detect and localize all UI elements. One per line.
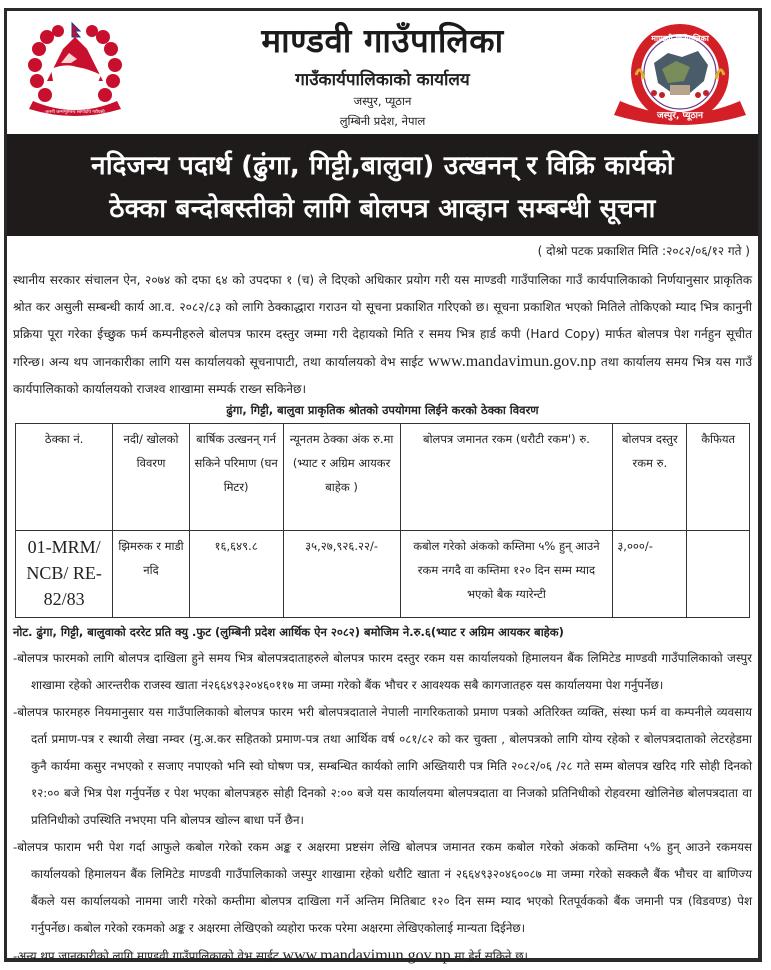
note-website-text-end: मा हेर्न सकिने छ। — [454, 949, 528, 963]
cell-annual-quantity: १६,६४९.८ — [189, 531, 283, 618]
table-caption: ढुंगा, गिट्टी, बालुवा प्राकृतिक श्रोतको उपयोगमा लिईने करको ठेक्का विवरण — [226, 403, 539, 417]
table-header-row — [16, 424, 750, 531]
note-website-link[interactable]: www.mandavimun.gov.np — [282, 947, 451, 964]
emblem-motto: जननी जन्मभूमिश्च स्वर्गादपि गरीयसी — [45, 110, 105, 115]
letterhead — [7, 11, 758, 134]
header-bid-security: बोलपत्र जमानत रकम (धरौटी रकम') रु. — [400, 424, 613, 531]
address-line-2: लुम्बिनी प्रदेश, नेपाल — [339, 114, 426, 128]
office-name: गाउँकार्यपालिकाको कार्यालय — [295, 70, 470, 90]
intro-paragraph — [13, 267, 752, 403]
cell-remarks — [687, 531, 750, 618]
notice-title-line-1: नदिजन्य पदार्थ (ढुंगा, गिट्टी,बालुवा) उत्खनन् र विक्रि कार्यको — [91, 151, 674, 181]
note-item-website — [13, 942, 752, 970]
note-item: -बोलपत्र फाराम भरी पेश गर्दा आफुले कबोल गरेको रकम अङ्क र अक्षरमा प्रष्टसंग लेखि बोलपत्र जमानत रकम कबोल गरेको अंकको कम्तिमा ५% हुन् आउने रकमयस कार्यालयको हिमालयन बैंक लिमिटेड माण्डवी गाउँपालिकाको जस्पुर शाखामा रहेको धरौटि खाता नं २६६४९३२०४६००८७ मा जम्मा गरेको सक्कलै बैंक भौचर वा बाणिज्य बैंकले यस कार्यालयको नाममा जारी गरेको कम्तीमा बोलपत्र दाखिला गर्ने अन्तिम मितिबाट १२० दिन सम्म म्याद भएको रितपूर्वकको बैंक जमानी पत्र (विडवण्ड) पेश गर्नुपर्नेछ। कबोल गरेको रकमको अङ्क र अक्षरमा लेखिएको व्यहोरा फरक परेमा अक्षरमा लेखिएकोलाई मान्यता दिईनेछ। — [13, 840, 752, 935]
cell-river: झिमरुक र माडी नदि — [113, 531, 189, 618]
contract-details-table — [15, 423, 750, 618]
intro-text-end: तथा कार्यालय समय भित्र यस गाउँ कार्यपालिकाको कार्यालयको राजश्व शाखामा सम्पर्क राख्न सकिनेछ। — [13, 355, 752, 396]
notes-section — [13, 619, 752, 970]
header-remarks: कैफियत — [687, 424, 750, 531]
cell-bid-security: कबोल गरेको अंकको कम्तिमा ५% हुन् आउने रकम नगदै वा कम्तिमा १२० दिन सम्म म्याद भएको बैक ग्यारेन्टी — [400, 531, 613, 618]
header-bid-fee: बोलपत्र दस्तुर रकम रु. — [613, 424, 687, 531]
logo-ribbon-text: जस्पुर, प्यूठान — [656, 111, 704, 121]
table-row — [16, 531, 750, 618]
note-item: -बोलपत्र फारमको लागि बोलपत्र दाखिला हुने समय भित्र बोलपत्रदाताहरुले बोलपत्र फारम दस्तुर रकम यस कार्यालयको हिमालयन बैंक लिमिटेड माण्डवी गाउँपालिकाको जस्पुर शाखामा रहेको आरन्तरीक राजस्व खाता नं२६६४९३२०४६०११७ मा जम्मा गरेको बैंक भौचर र आवश्यक सबै कागजातहरु यस कार्यालयमा पेश गर्नुपर्नेछ। — [13, 651, 752, 692]
cell-bid-fee: ३,०००/- — [613, 531, 687, 618]
note-website-text: -अन्य थप जानकारीको लागि माण्डवी गाउँपालिकाको वेभ साईट — [13, 949, 279, 963]
header-min-amount: न्यूनतम ठेक्का अंक रु.मा (भ्याट र अग्रिम आयकर बाहेक ) — [283, 424, 400, 531]
cell-contract-no: 01-MRM/ NCB/ RE-82/83 — [16, 531, 113, 618]
notice-title-line-2: ठेक्का बन्दोबस्तीको लागि बोलपत्र आव्हान सम्बन्धी सूचना — [109, 194, 656, 224]
website-link[interactable]: www.mandavimun.gov.np — [428, 353, 597, 370]
notice-title-banner — [7, 134, 758, 236]
notice-frame — [4, 8, 762, 962]
publication-date: ( दोश्रो पटक प्रकाशित मिति :२०८२/०६/१२ गते ) — [537, 244, 750, 258]
note-heading: नोट. ढुंगा, गिट्टी, बालुवाको दररेट प्रति क्यु .फुट (लुम्बिनी प्रदेश आर्थिक ऐन २०८२) बमोजिम ने.रु.६(भ्याट र अग्रिम आयकर बाहेक) — [13, 625, 564, 639]
address-line-1: जस्पुर, प्यूठान — [353, 94, 412, 108]
header-contract-no: ठेक्का नं. — [16, 424, 113, 531]
intro-text: स्थानीय सरकार संचालन ऐन, २०७४ को दफा ६४ को उपदफा १ (च) ले दिएको अधिकार प्रयोग गरी यस माण्डवी गाउँपालिका गाउँ कार्यपालिकाको निर्णयानुसार प्राकृतिक श्रोत कर असुली सम्बन्धी कार्य आ.व. २०८२/८३ को लागि ठेक्काद्धारा गराउन यो सूचना प्रकाशित गरिएको छ। सूचना प्रकाशित भएको मितिले तोकिएको म्याद भित्र कानुनी प्रक्रिया पूरा गरेका ईच्छुक फर्म कम्पनीहरुले बोलपत्र फारम दस्तुर जम्मा गरी देहायको मिति र समय भित्र हार्ड कपी (Hard Copy) मार्फत बोलपत्र पेश गर्नहुन सूचीत गरिन्छ। अन्य थप जानकारीका लागि यस कार्यालयको सूचनापाटी, तथा कार्यालयको वेभ साईट — [13, 273, 752, 369]
municipality-seal-icon — [610, 23, 750, 129]
header-annual-quantity: बार्षिक उत्खनन् गर्न सकिने परिमाण (घन मिटर) — [189, 424, 283, 531]
organization-title: माण्डवी गाउँपालिका — [261, 21, 504, 60]
logo-ring-text: माण्डवी गाउँपालिका — [651, 34, 709, 43]
municipality-logo — [610, 23, 750, 129]
note-item: -बोलपत्र फारमहरु नियमानुसार यस गाउँपालिकाको बोलपत्र फारम भरी बोलपत्रदाताले नेपाली नागरिकताको प्रमाण पत्रको अतिरिक्त व्यक्ति, संस्था फर्म वा कम्पनीले व्यवसाय दर्ता प्रमाण-पत्र र स्थायी लेखा नम्वर (मु.अ.कर सहितको प्रमाण-पत्र तथा आर्थिक वर्ष ०८१/८२ को कर चुक्ता , बोलपत्रको लागि योग्य रहेको र बोलपत्रदाताको लेटरहेडमा कुनै कार्यमा कसुर नभएको र सजाए नपाएको भनि स्वो घोषण पत्र, सम्बन्धित कार्यको लागि अख्तियारी पत्र मिति २०८२/०६ /२८ गते सम्म बोलपत्र खरिद गरि सोही दिनको १२:०० बजे भित्र पेश गर्नुपर्नेछ र पेश भएका बोलपत्रहरु सोही दिनको २:०० बजे यस कार्यालयमा बोलपत्रदाता वा निजको प्रतिनिधीको रोहवरमा खोलिनेछ बोलपत्रदाता वा प्रतिनिधीको उपस्थिति नभएमा पनि बोलपत्र खोल्न बाधा पर्ने छैन। — [13, 705, 752, 827]
cell-min-amount: ३५,२७,९२६.२२/- — [283, 531, 400, 618]
header-river: नदी/ खोलको विवरण — [113, 424, 189, 531]
